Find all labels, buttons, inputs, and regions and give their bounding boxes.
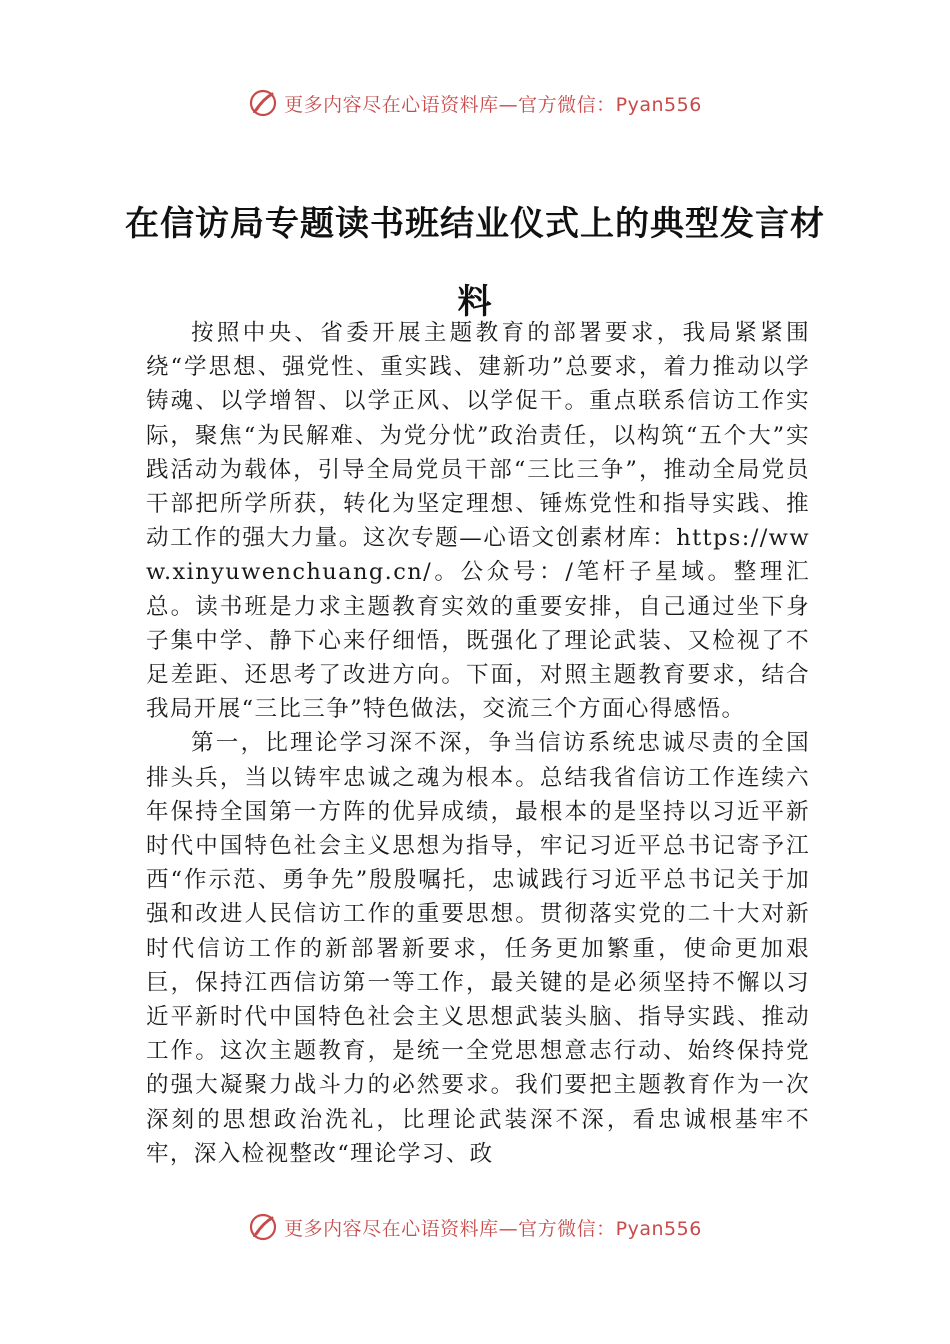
watermark-text: 更多内容尽在心语资料库—官方微信：Pyan556 bbox=[284, 93, 702, 116]
document-title: 在信访局专题读书班结业仪式上的典型发言材料 bbox=[125, 204, 825, 322]
brush-logo-icon bbox=[248, 88, 278, 118]
paragraph: 按照中央、省委开展主题教育的部署要求，我局紧紧围绕“学思想、强党性、重实践、建新功”总要求，着力推动以学铸魂、以学增智、以学正风、以学促干。重点联系信访工作实际，聚焦“为民解难、为党分忧”政治责任，以构筑“五个大”实践活动为载体，引导全局党员干部“三比三争”，推动全局党员干部把所学所获，转化为坚定理想、锤炼党性和指导实践、推动工作的强大力量。这次专题—心语文创素材库：https://www.xinyuwenchuang.cn/。公众号：/笔杆子星域。整理汇总。读书班是力求主题教育实效的重要安排，自己通过坐下身子集中学、静下心来仔细悟，既强化了理论武装、又检视了不足差距、还思考了改进方向。下面，对照主题教育要求，结合我局开展“三比三争”特色做法，交流三个方面心得感悟。 bbox=[146, 320, 810, 723]
paragraph: 第一，比理论学习深不深，争当信访系统忠诚尽责的全国排头兵，当以铸牢忠诚之魂为根本。总结我省信访工作连续六年保持全国第一方阵的优异成绩，最根本的是坚持以习近平新时代中国特色社会主义思想为指导，牢记习近平总书记寄予江西“作示范、勇争先”殷殷嘱托，忠诚践行习近平总书记关于加强和改进人民信访工作的重要思想。贯彻落实党的二十大对新时代信访工作的新部署新要求，任务更加繁重，使命更加艰巨，保持江西信访第一等工作，最关键的是必须坚持不懈以习近平新时代中国特色社会主义思想武装头脑、指导实践、推动工作。这次主题教育，是统一全党思想意志行动、始终保持党的强大凝聚力战斗力的必然要求。我们要把主题教育作为一次深刻的思想政治洗礼，比理论武装深不深，看忠诚根基牢不牢，深入检视整改“理论学习、政 bbox=[146, 730, 810, 1167]
header-watermark bbox=[0, 88, 950, 118]
watermark-text: 更多内容尽在心语资料库—官方微信：Pyan556 bbox=[284, 1217, 702, 1240]
document-body bbox=[146, 316, 810, 1171]
footer-watermark bbox=[0, 1212, 950, 1242]
brush-logo-icon bbox=[248, 1212, 278, 1242]
